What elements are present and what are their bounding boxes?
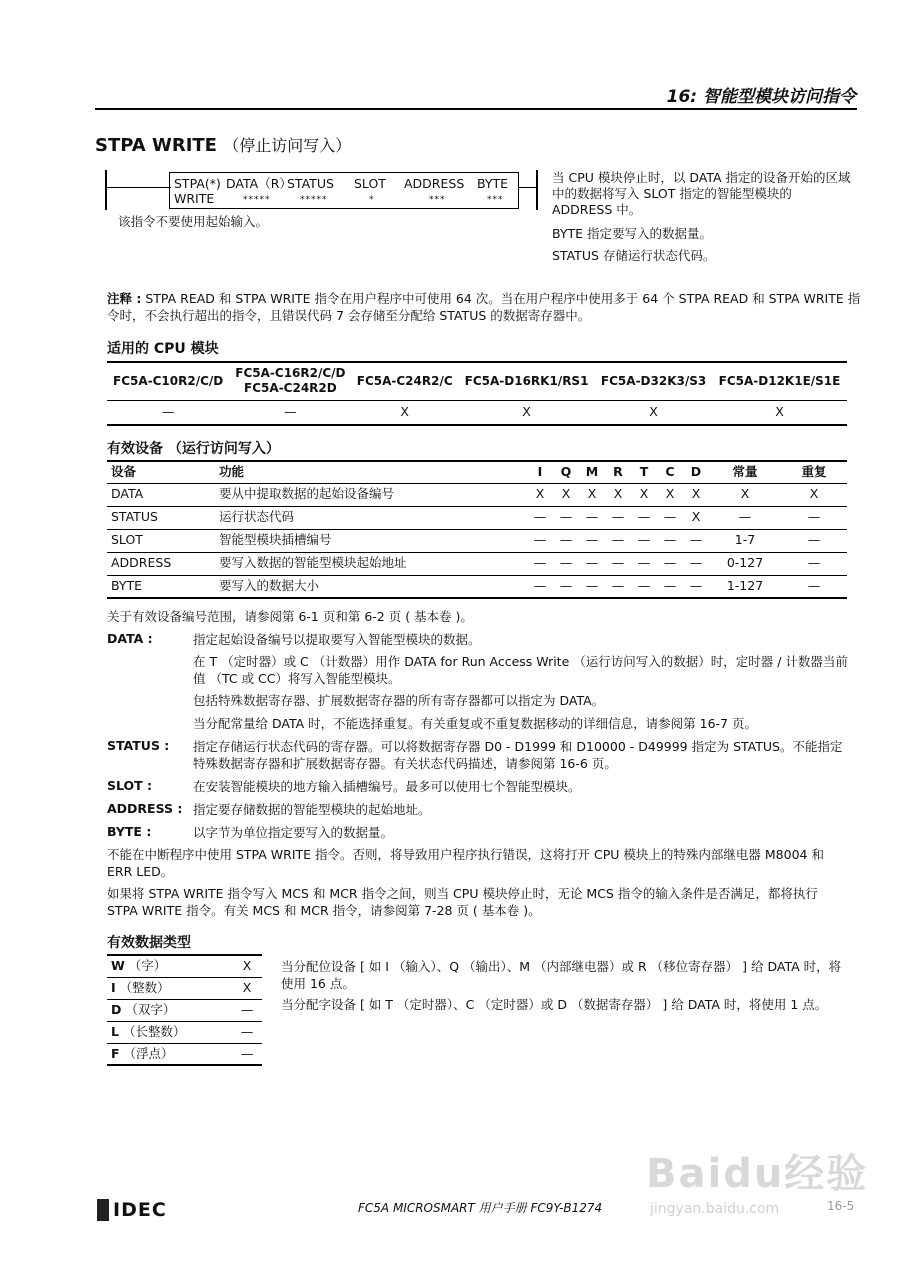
device-value: — — [709, 506, 781, 529]
cpu-header: FC5A-D12K1E/S1E — [712, 362, 847, 400]
device-function: 要写入的数据大小 — [219, 578, 320, 594]
types-desc-1: 当分配位设备 [ 如 I （输入）、Q （输出）、M （内部继电器）或 R （移位寄存器） ] 给 DATA 时，将使用 16 点。 — [281, 959, 842, 991]
device-header: R — [605, 461, 631, 483]
device-value: — — [585, 578, 599, 594]
type-code: I — [111, 979, 116, 995]
ladder-op-slot: SLOT — [354, 176, 386, 191]
cpu-header-row — [107, 362, 847, 400]
type-name: （字） — [128, 958, 167, 974]
chapter-header: 16: 智能型模块访问指令 — [666, 87, 856, 107]
device-value: — — [579, 529, 605, 552]
device-value: — — [781, 552, 847, 575]
ladder-op-data: DATA（R） — [226, 176, 292, 191]
ladder-input-line — [105, 187, 171, 188]
type-label — [107, 955, 232, 977]
type-label — [107, 977, 232, 999]
type-name: （浮点） — [123, 1045, 174, 1061]
idec-logo-text: IDEC — [113, 1199, 167, 1221]
device-value: — — [781, 506, 847, 529]
operand-data-2: 在 T （定时器）或 C （计数器）用作 DATA for Run Access Write （运行访问写入的数据）时，定时器 / 计数器当前值 （TC 或 CC）将写入智能型模块。 — [193, 654, 848, 686]
device-footnote: 关于有效设备编号范围，请参阅第 6-1 页和第 6-2 页 ( 基本卷 )。 — [107, 609, 473, 624]
type-value: — — [232, 999, 262, 1021]
device-header: T — [631, 461, 657, 483]
device-value: X — [579, 483, 605, 506]
device-name: SLOT — [107, 529, 215, 552]
idec-logo-mark — [97, 1199, 109, 1221]
cpu-value: — — [161, 404, 175, 420]
title-main: STPA WRITE — [95, 135, 217, 156]
cpu-value: — — [284, 404, 297, 420]
cpu-value: X — [775, 404, 784, 420]
operand-data-4: 当分配常量给 DATA 时，不能选择重复。有关重复或不重复数据移动的详细信息，请参阅第 16-7 页。 — [193, 716, 757, 731]
device-value: — — [605, 506, 631, 529]
device-value: X — [631, 483, 657, 506]
type-value: — — [232, 1021, 262, 1043]
header-rule — [95, 108, 857, 110]
no-start-input-note: 该指令不要使用起始输入。 — [118, 214, 269, 229]
ladder-left-rail — [105, 170, 107, 210]
types-desc-2: 当分配字设备 [ 如 T （定时器）、C （定时器）或 D （数据寄存器） ] 给 DATA 时，将使用 1 点。 — [281, 997, 828, 1012]
device-function: 要从中提取数据的起始设备编号 — [215, 483, 527, 506]
ladder-right-rail — [536, 170, 538, 210]
device-function: 要写入数据的智能型模块起始地址 — [215, 552, 527, 575]
cpu-header: FC5A-D16RK1/RS1 — [458, 362, 595, 400]
cpu-value: X — [522, 404, 531, 420]
device-value: — — [579, 552, 605, 575]
device-header: 重复 — [781, 461, 847, 483]
device-value: X — [709, 483, 781, 506]
type-name: （双字） — [125, 1001, 176, 1017]
manual-title: FC5A MICROSMART 用户手册 FC9Y-B1274 — [358, 1201, 603, 1215]
type-row — [107, 999, 262, 1021]
cpu-value-row — [107, 400, 847, 425]
type-row — [107, 955, 262, 977]
device-row — [107, 506, 847, 529]
device-value: — — [637, 578, 651, 594]
ladder-stars-byte: *** — [487, 195, 504, 205]
device-value: — — [631, 506, 657, 529]
ladder-op-stpa: STPA(*) — [174, 176, 221, 191]
device-value: — — [579, 506, 605, 529]
device-header: Q — [553, 461, 579, 483]
device-value: — — [657, 506, 683, 529]
cpu-header: FC5A-C24R2/C — [352, 362, 458, 400]
device-value: — — [527, 506, 553, 529]
intro-desc-2: BYTE 指定要写入的数据量。 — [552, 226, 713, 241]
operand-label-data: DATA : — [107, 631, 153, 646]
device-value: — — [559, 578, 573, 594]
type-code: W — [111, 958, 125, 974]
type-value: X — [232, 977, 262, 999]
ladder-stars-slot: * — [369, 195, 375, 205]
type-value: — — [240, 1045, 254, 1061]
types-section-title: 有效数据类型 — [107, 935, 191, 951]
device-function: 运行状态代码 — [215, 506, 527, 529]
device-name: STATUS — [107, 506, 215, 529]
device-value: — — [605, 552, 631, 575]
types-table — [107, 954, 262, 1066]
device-name: DATA — [107, 483, 215, 506]
operand-data-1: 指定起始设备编号以提取要写入智能型模块的数据。 — [193, 632, 481, 647]
device-value: — — [683, 552, 709, 575]
baidu-watermark: Baidu经验 — [646, 1151, 869, 1197]
ladder-op-byte: BYTE — [477, 176, 509, 191]
type-label — [107, 1021, 232, 1043]
device-value: — — [683, 529, 709, 552]
device-header: D — [683, 461, 709, 483]
device-section-title: 有效设备 （运行访问写入） — [107, 441, 280, 457]
device-value: X — [683, 506, 709, 529]
ladder-stars-address: *** — [429, 195, 446, 205]
device-header: C — [657, 461, 683, 483]
type-name: （整数） — [119, 979, 170, 995]
device-value: — — [605, 529, 631, 552]
operand-byte-1: 以字节为单位指定要写入的数据量。 — [193, 825, 394, 840]
cpu-value: X — [649, 404, 658, 420]
cpu-header: FC5A-D32K3/S3 — [595, 362, 712, 400]
usage-note-label: 注释 : — [107, 291, 142, 306]
intro-desc-3: STATUS 存储运行状态代码。 — [552, 248, 716, 263]
device-value: — — [657, 552, 683, 575]
device-value: 0-127 — [709, 552, 781, 575]
device-function: 智能型模块插槽编号 — [215, 529, 527, 552]
usage-note — [107, 290, 862, 324]
operand-label-status: STATUS : — [107, 738, 170, 753]
device-table — [107, 460, 847, 599]
type-row — [107, 977, 262, 999]
device-name: BYTE — [111, 578, 143, 594]
cpu-section-title: 适用的 CPU 模块 — [107, 341, 219, 357]
device-name: ADDRESS — [107, 552, 215, 575]
idec-logo — [97, 1198, 167, 1223]
ladder-op-address: ADDRESS — [404, 176, 465, 191]
ladder-stars-data: ***** — [243, 195, 271, 205]
ladder-instruction-box — [169, 172, 519, 209]
device-header: 常量 — [709, 461, 781, 483]
usage-note-text: STPA READ 和 STPA WRITE 指令在用户程序中可使用 64 次。当在用户程序中使用多于 64 个 STPA READ 和 STPA WRITE 指令时，不会执行超出的指令，且错误代码 7 会存储至分配给 STATUS 的数据寄存器中。 — [107, 291, 861, 323]
device-value: X — [781, 483, 847, 506]
type-label — [107, 1043, 232, 1065]
cpu-value: X — [400, 404, 409, 420]
operand-slot-1: 在安装智能模块的地方输入插槽编号。最多可以使用七个智能型模块。 — [193, 779, 581, 794]
remark-2: 如果将 STPA WRITE 指令写入 MCS 和 MCR 指令之间，则当 CPU 模块停止时，无论 MCS 指令的输入条件是否满足，都将执行 STPA WRITE 指令。有关 MCS 和 MCR 指令，请参阅第 7-28 页 ( 基本卷 )。 — [107, 886, 818, 918]
intro-desc-1: 当 CPU 模块停止时，以 DATA 指定的设备开始的区域中的数据将写入 SLOT 指定的智能型模块的 ADDRESS 中。 — [552, 170, 851, 217]
device-value: 1-7 — [709, 529, 781, 552]
device-value: X — [553, 483, 579, 506]
page-title — [95, 134, 351, 157]
cpu-table — [107, 361, 847, 426]
device-row — [107, 483, 847, 506]
operand-address-1: 指定要存储数据的智能型模块的起始地址。 — [193, 802, 431, 817]
operand-status-1: 指定存储运行状态代码的寄存器。可以将数据寄存器 D0 - D1999 和 D10000 - D49999 指定为 STATUS。不能指定特殊数据寄存器和扩展数据寄存器。有关状态代码描述，请参阅第 16-6 页。 — [193, 739, 843, 771]
device-header: 设备 — [107, 461, 215, 483]
ladder-op-write: WRITE — [174, 191, 215, 206]
device-header-row — [107, 461, 847, 483]
device-value: — — [611, 578, 625, 594]
type-code: F — [111, 1045, 120, 1061]
device-value: — — [631, 529, 657, 552]
cpu-header: FC5A-C10R2/C/D — [107, 362, 229, 400]
device-row — [107, 529, 847, 552]
device-value: — — [781, 529, 847, 552]
ladder-stars-status: ***** — [300, 195, 328, 205]
device-row — [107, 552, 847, 575]
cpu-header: FC5A-C16R2/C/D FC5A-C24R2D — [229, 362, 351, 400]
operand-label-address: ADDRESS : — [107, 801, 183, 816]
device-value: X — [527, 483, 553, 506]
type-label — [107, 999, 232, 1021]
device-value: X — [657, 483, 683, 506]
device-value: — — [631, 552, 657, 575]
type-code: L — [111, 1023, 119, 1039]
type-code: D — [111, 1001, 122, 1017]
type-row — [107, 1043, 262, 1065]
device-row — [107, 575, 847, 598]
device-value: — — [807, 578, 821, 594]
device-value: — — [533, 578, 547, 594]
device-value: — — [663, 578, 677, 594]
remark-1: 不能在中断程序中使用 STPA WRITE 指令。否则，将导致用户程序执行错误，这将打开 CPU 模块上的特殊内部继电器 M8004 和 ERR LED。 — [107, 847, 824, 879]
operand-label-byte: BYTE : — [107, 824, 152, 839]
page-number: 16-5 — [827, 1199, 855, 1213]
title-sub: （停止访问写入） — [223, 136, 352, 155]
baidu-watermark-url: jingyan.baidu.com — [650, 1201, 780, 1217]
device-value: — — [553, 552, 579, 575]
device-value: — — [553, 529, 579, 552]
device-value: X — [605, 483, 631, 506]
operand-data-3: 包括特殊数据寄存器、扩展数据寄存器的所有寄存器都可以指定为 DATA。 — [193, 693, 605, 708]
device-value: — — [527, 529, 553, 552]
ladder-op-status: STATUS — [287, 176, 334, 191]
device-value: — — [527, 552, 553, 575]
ladder-output-line — [519, 187, 537, 188]
device-value: 1-127 — [726, 578, 764, 594]
device-header: I — [527, 461, 553, 483]
type-name: （长整数） — [122, 1023, 186, 1039]
device-value: — — [657, 529, 683, 552]
operand-label-slot: SLOT : — [107, 778, 153, 793]
type-row — [107, 1021, 262, 1043]
device-header: 功能 — [215, 461, 527, 483]
device-header: M — [579, 461, 605, 483]
type-value: X — [232, 955, 262, 977]
device-value: — — [689, 578, 703, 594]
device-value: X — [683, 483, 709, 506]
device-value: — — [553, 506, 579, 529]
